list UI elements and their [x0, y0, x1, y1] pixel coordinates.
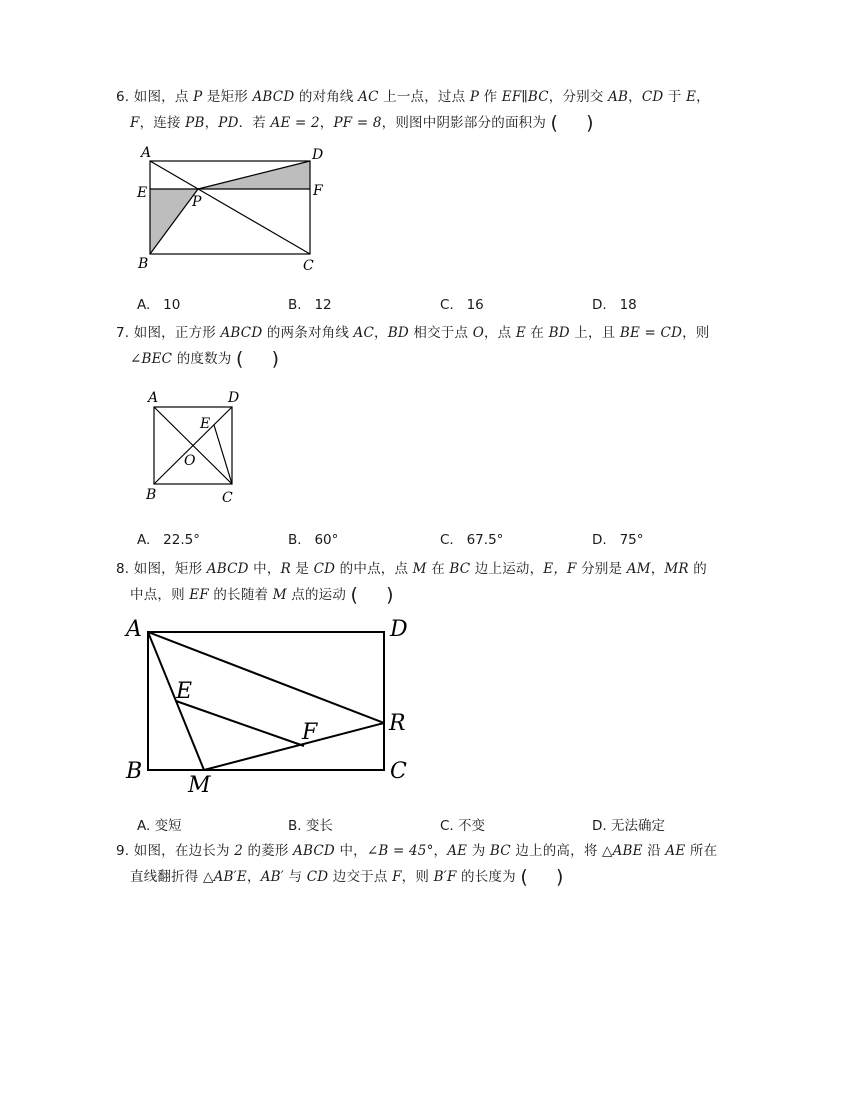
text-q8-l1-e: 在 [426, 561, 450, 577]
text-q7-v-E: E [515, 325, 526, 341]
text-q7-options-1-letter: B. [288, 532, 302, 548]
text-q9-l1-c: 中， [334, 843, 367, 859]
label-A: A [148, 390, 159, 406]
label-F: F [302, 720, 318, 745]
text-q8-v-EF2: EF [189, 587, 209, 603]
text-q9-l1-d: ， [433, 843, 448, 859]
text-q6-l1-h: 于 [663, 89, 687, 105]
label-F: F [313, 183, 323, 199]
text-q6-v-PB: PB [185, 115, 205, 131]
option-a[interactable] [137, 532, 200, 548]
text-q8-l1-i: 的 [688, 561, 707, 577]
option-d[interactable] [592, 532, 644, 548]
text-q9-v-AE2: AE [665, 843, 686, 859]
text-q8-l2-b: 的长随着 [208, 587, 273, 603]
text-q8-l1-c: 是 [290, 561, 314, 577]
text-q6-options-0-letter: A. [137, 297, 151, 313]
text-q7-options-0-letter: A. [137, 532, 151, 548]
text-q9-v-ABCD: ABCD [293, 843, 335, 859]
label-B: B [138, 256, 149, 272]
text-q7-options-3-letter: D. [592, 532, 607, 548]
text-q6-l2-b: ， [204, 115, 219, 131]
text-q8-v-ABCD: ABCD [206, 561, 249, 577]
text-q7-v-BD2: BD [548, 325, 570, 341]
text-q6-l2-c: ．若 [238, 115, 271, 131]
text-q9-v-2: 2 [234, 843, 243, 859]
text-q8-l1-h: ， [650, 561, 665, 577]
text-q8-l1-a: 如图，矩形 [133, 561, 207, 577]
text-q6-options-0-text: 10 [163, 297, 181, 313]
text-q8-options-0-letter: A. [137, 818, 151, 834]
label-P: P [192, 194, 202, 210]
text-q6-l1-f: ，分别交 [548, 89, 609, 105]
label-E: E [137, 185, 148, 201]
q8-figure [120, 612, 420, 802]
q6-stem-line1 [116, 85, 710, 105]
text-q8-options-0-text: 变短 [154, 818, 182, 834]
text-q9-l2-d: 边交于点 [328, 869, 393, 885]
text-q8-v-EF: E，F [543, 561, 577, 577]
text-q8-l2-a: 中点，则 [130, 587, 190, 603]
text-q8-l2-c: 点的运动 [286, 587, 347, 603]
q6-figure [132, 142, 332, 274]
text-q6-options-1-letter: B. [288, 297, 302, 313]
answer-paren-open: ( [550, 112, 559, 134]
text-q6-options-2-letter: C. [440, 297, 454, 313]
answer-paren-open: ( [236, 348, 244, 370]
answer-paren-close: ) [555, 866, 564, 888]
text-q8-l1-g: 分别是 [576, 561, 627, 577]
text-q7-l1-b: 的两条对角线 [262, 325, 354, 341]
text-q6-l2-d: ， [319, 115, 334, 131]
text-q9-l2-e: ，则 [401, 869, 434, 885]
question-number: 8. [116, 561, 130, 577]
label-C: C [222, 490, 233, 506]
q8-stem-line1 [116, 557, 707, 577]
text-q8-options-2-text: 不变 [458, 818, 486, 834]
text-q6-options-3-text: 18 [619, 297, 637, 313]
text-q9-v-AE: AE [447, 843, 468, 859]
text-q8-v-M2: M [272, 587, 287, 603]
answer-paren-open: ( [520, 866, 528, 888]
text-q8-options-1-letter: B. [288, 818, 302, 834]
text-q8-v-AM: AM [626, 561, 651, 577]
text-q7-options-0-text: 22.5° [163, 532, 200, 548]
label-B: B [126, 759, 143, 784]
label-M: M [188, 773, 211, 798]
text-q7-v-angle: ∠BEC [130, 351, 173, 367]
text-q9-v-ABp: AB′ [260, 869, 285, 885]
text-q9-v-BC: BC [489, 843, 511, 859]
text-q7-l1-d: 相交于点 [408, 325, 473, 341]
text-q9-v-BpF: B′F [433, 869, 457, 885]
text-q7-v-ABCD: ABCD [220, 325, 263, 341]
question-number: 9. [116, 843, 130, 859]
text-q6-v-EFBC: EF∥BC [501, 89, 549, 105]
text-q7-v-O: O [472, 325, 484, 341]
text-q6-l2-a: ，连接 [139, 115, 186, 131]
option-a[interactable] [137, 814, 182, 834]
q7-figure [140, 385, 250, 509]
option-c[interactable] [440, 532, 503, 548]
option-b[interactable] [288, 532, 338, 548]
label-E: E [176, 679, 193, 704]
text-q7-options-2-letter: C. [440, 532, 454, 548]
text-q6-v-E: E [686, 89, 697, 105]
text-q7-v-BD: BD [387, 325, 409, 341]
text-q7-l1-g: 上，且 [569, 325, 620, 341]
text-q7-l1-h: ，则 [682, 325, 710, 341]
q7-stem-line2 [130, 347, 279, 370]
answer-paren-open: ( [350, 584, 359, 606]
text-q6-v-PF: PF = 8 [333, 115, 382, 131]
text-q6-options-2-text: 16 [466, 297, 484, 313]
text-q6-v-F: F [130, 115, 140, 131]
text-q9-l2-a: 直线翻折得 [130, 869, 203, 885]
text-q8-v-MR: MR [664, 561, 689, 577]
answer-paren-close: ) [386, 584, 394, 606]
text-q6-v-CD: CD [641, 89, 664, 105]
option-c[interactable] [440, 297, 484, 313]
text-q6-v-PD: PD [218, 115, 239, 131]
q8-stem-line2 [130, 583, 394, 606]
label-E: E [200, 416, 211, 432]
text-q9-v-tri2: △AB′E [203, 869, 247, 885]
label-A: A [126, 617, 142, 642]
label-R: R [389, 711, 406, 736]
text-q8-l1-f: 边上运动， [470, 561, 544, 577]
text-q6-l1-b: 是矩形 [202, 89, 253, 105]
option-c[interactable] [440, 814, 485, 834]
text-q6-l1-i: ， [696, 89, 710, 105]
text-q8-v-CD: CD [313, 561, 336, 577]
text-q9-v-CD: CD [306, 869, 329, 885]
label-C: C [390, 759, 407, 784]
text-q8-v-M: M [412, 561, 427, 577]
text-q6-options-3-letter: D. [592, 297, 607, 313]
text-q9-l2-c: 与 [284, 869, 307, 885]
label-C: C [303, 258, 314, 274]
text-q6-v-AE: AE = 2 [270, 115, 320, 131]
option-b[interactable] [288, 297, 332, 313]
text-q7-l1-f: 在 [525, 325, 549, 341]
text-q6-v-AB: AB [608, 89, 629, 105]
text-q9-l1-b: 的菱形 [242, 843, 294, 859]
text-q6-v-ABCD: ABCD [252, 89, 295, 105]
question-number: 7. [116, 325, 130, 341]
text-q9-v-F: F [392, 869, 402, 885]
answer-paren-close: ) [586, 112, 594, 134]
text-q9-l2-b: ， [246, 869, 261, 885]
text-q6-l1-g: ， [628, 89, 642, 105]
option-d[interactable] [592, 297, 637, 313]
text-q7-l2-a: 的度数为 [172, 351, 232, 367]
q9-stem-line2 [130, 865, 564, 888]
question-number: 6. [116, 89, 130, 105]
text-q8-options-3-text: 无法确定 [610, 818, 665, 834]
q7-stem-line1 [116, 321, 710, 341]
label-B: B [146, 487, 157, 503]
text-q6-l1-d: 上一点，过点 [378, 89, 470, 105]
option-a[interactable] [137, 297, 180, 313]
text-q6-v-AC: AC [358, 89, 379, 105]
q9-stem-line1 [116, 839, 717, 859]
text-q6-options-1-text: 12 [314, 297, 332, 313]
text-q7-options-2-text: 67.5° [466, 532, 504, 548]
text-q8-v-R: R [280, 561, 291, 577]
text-q9-l1-h: 所在 [685, 843, 718, 859]
text-q8-options-2-letter: C. [440, 818, 454, 834]
text-q8-v-BC: BC [449, 561, 471, 577]
text-q7-options-1-text: 60° [314, 532, 339, 548]
option-b[interactable] [288, 814, 333, 834]
text-q7-l1-e: ，点 [483, 325, 516, 341]
text-q9-l1-a: 如图，在边长为 [133, 843, 235, 859]
label-A: A [141, 145, 152, 161]
text-q9-l1-f: 边上的高，将 [510, 843, 603, 859]
text-q6-l1-c: 的对角线 [294, 89, 359, 105]
text-q9-v-B45: ∠B = 45° [366, 843, 434, 859]
label-D: D [390, 617, 408, 642]
option-d[interactable] [592, 814, 665, 834]
text-q8-l1-b: 中， [248, 561, 281, 577]
label-D: D [312, 147, 324, 163]
text-q7-options-3-text: 75° [619, 532, 644, 548]
text-q8-options-1-text: 变长 [305, 818, 333, 834]
q6-stem-line2 [130, 111, 594, 134]
text-q8-options-3-letter: D. [592, 818, 607, 834]
text-q9-l1-g: 沿 [642, 843, 666, 859]
text-q9-l2-f: 的长度为 [456, 869, 516, 885]
text-q7-l1-c: ， [374, 325, 388, 341]
answer-paren-close: ) [271, 348, 280, 370]
text-q9-v-tri: △ABE [602, 843, 643, 859]
text-q9-l1-e: 为 [467, 843, 490, 859]
text-q8-l1-d: 的中点，点 [335, 561, 413, 577]
text-q6-l1-e: 作 [479, 89, 502, 105]
text-q6-v-P1: P [193, 89, 203, 105]
text-q6-l2-e: ，则图中阴影部分的面积为 [381, 115, 547, 131]
text-q7-v-BECD: BE = CD [619, 325, 683, 341]
text-q6-v-P2: P [469, 89, 480, 105]
text-q7-l1-a: 如图，正方形 [133, 325, 221, 341]
label-D: D [228, 390, 240, 406]
label-O: O [184, 453, 196, 469]
text-q7-v-AC: AC [353, 325, 375, 341]
text-q6-l1-a: 如图，点 [133, 89, 194, 105]
